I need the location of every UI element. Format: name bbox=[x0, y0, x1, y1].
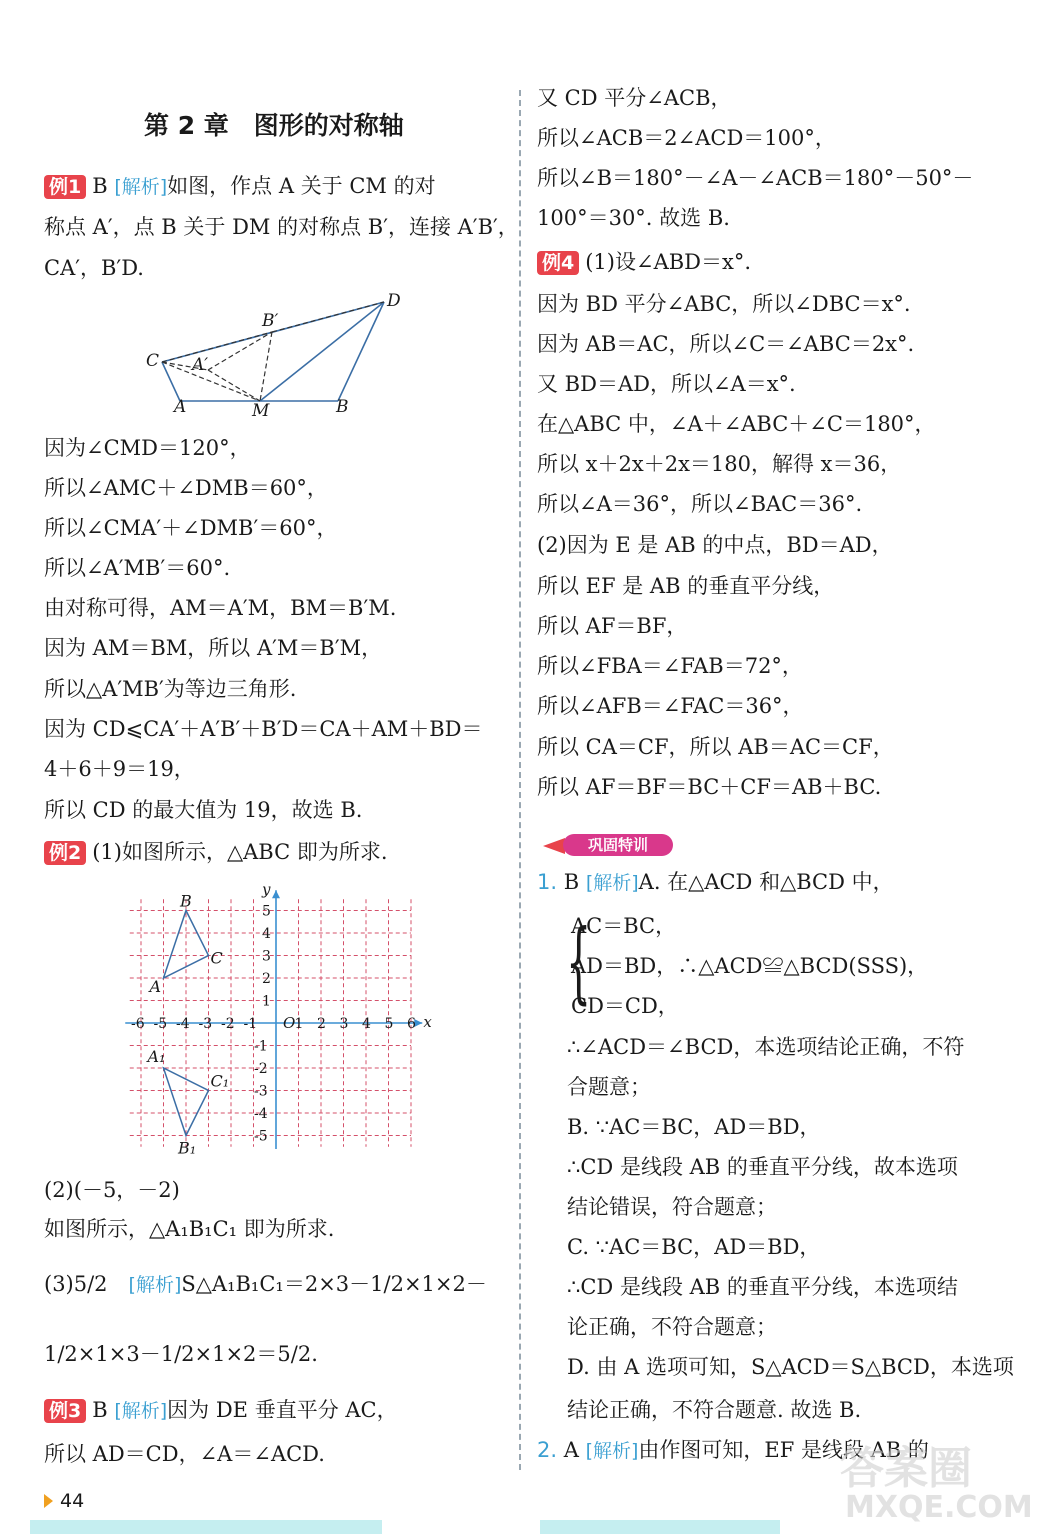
x-tick-label: -2 bbox=[221, 1016, 235, 1032]
text-line-r30 bbox=[567, 1313, 777, 1341]
analysis-label: [解析] bbox=[585, 872, 639, 894]
text-line-l6 bbox=[44, 514, 337, 542]
text-line-r26 bbox=[567, 1153, 958, 1181]
line-text: (2)(－5，－2) bbox=[44, 1178, 180, 1202]
chapter-title: 第 2 章 图形的对称轴 bbox=[144, 111, 404, 140]
label-A-prime: A′ bbox=[192, 355, 209, 375]
training-header bbox=[543, 832, 675, 856]
text-line-l12 bbox=[44, 755, 195, 783]
label-A: A bbox=[174, 397, 187, 417]
line-text: AD＝BD，∴△ACD≌△BCD(SSS)， bbox=[571, 954, 929, 978]
line-text: 因为 AB＝AC，所以∠C＝∠ABC＝2x°. bbox=[537, 332, 915, 356]
line-text: 所以 AD＝CD，∠A＝∠ACD. bbox=[44, 1442, 325, 1466]
label-C: C bbox=[210, 948, 223, 968]
label-B: B bbox=[336, 397, 349, 417]
footer-bar-left bbox=[30, 1520, 382, 1534]
line-text: (2)因为 E 是 AB 的中点，BD＝AD， bbox=[537, 533, 893, 557]
example-badge: 例3 bbox=[44, 1399, 86, 1423]
example-badge: 例1 bbox=[44, 175, 86, 199]
line-text: D. 由 A 选项可知，S△ACD＝S△BCD，本选项 bbox=[567, 1355, 1014, 1379]
line-text: ∴∠ACD＝∠BCD，本选项结论正确，不符 bbox=[567, 1035, 965, 1059]
line-text: 所以 EF 是 AB 的垂直平分线， bbox=[537, 574, 835, 598]
example-badge: 例4 bbox=[537, 251, 579, 275]
line-text: 所以∠AFB＝∠FAC＝36°， bbox=[537, 694, 804, 718]
text-line-l1 bbox=[44, 172, 436, 201]
figure-1-quadrilateral bbox=[140, 286, 420, 422]
line-text: CA′，B′D. bbox=[44, 256, 144, 280]
y-tick-label: 1 bbox=[262, 993, 271, 1010]
text-line-l8 bbox=[44, 594, 396, 622]
text-line-l11 bbox=[44, 715, 483, 743]
line-text: 如图，作点 A 关于 CM 的对 bbox=[167, 174, 436, 198]
text-line-l14 bbox=[44, 838, 388, 866]
text-line-r2 bbox=[537, 124, 836, 152]
line-text: 论正确，不符合题意； bbox=[567, 1315, 777, 1339]
text-line-r8 bbox=[537, 370, 796, 398]
line-text: ∴CD 是线段 AB 的垂直平分线，故本选项 bbox=[567, 1155, 958, 1179]
analysis-label: [解析] bbox=[585, 1440, 639, 1462]
answer-choice: B bbox=[563, 870, 586, 894]
text-line-r25 bbox=[567, 1113, 821, 1141]
answer-choice: B bbox=[92, 1398, 115, 1422]
line-text: 结论正确，不符合题意. 故选 B. bbox=[567, 1398, 862, 1422]
text-line-r15 bbox=[537, 652, 803, 680]
watermark-text: 答案圈 bbox=[840, 1443, 972, 1494]
answer-choice: B bbox=[92, 174, 115, 198]
text-line-r6 bbox=[537, 290, 911, 318]
x-tick-label: 4 bbox=[362, 1016, 371, 1032]
x-tick-label: 3 bbox=[339, 1016, 349, 1032]
segment-MD bbox=[260, 302, 384, 401]
line-text: (1)设∠ABD＝x°. bbox=[585, 250, 752, 274]
column-divider bbox=[519, 90, 521, 1470]
page-number: 44 bbox=[60, 1490, 85, 1512]
label-D: D bbox=[387, 291, 401, 311]
y-tick-label: -5 bbox=[254, 1128, 268, 1145]
text-line-l5 bbox=[44, 474, 328, 502]
text-line-r1 bbox=[537, 84, 732, 112]
segment-BD bbox=[338, 302, 384, 401]
y-tick-label: 2 bbox=[262, 971, 271, 987]
analysis-label: [解析] bbox=[128, 1274, 182, 1296]
line-text: 所以 AF＝BF， bbox=[537, 614, 688, 638]
left-brace-icon: { bbox=[566, 910, 592, 1013]
line-text: A. 在△ACD 和△BCD 中， bbox=[638, 870, 894, 894]
x-tick-label: 5 bbox=[384, 1016, 394, 1032]
line-text: (1)如图所示，△ABC 即为所求. bbox=[92, 840, 388, 864]
text-line-l7 bbox=[44, 554, 230, 582]
origin-label: O bbox=[283, 1014, 296, 1032]
text-line-r18 bbox=[537, 773, 881, 801]
y-tick-label: 5 bbox=[262, 903, 271, 920]
line-text: 因为 CD⩽CA′＋A′B′＋B′D＝CA＋AM＋BD＝ bbox=[44, 717, 483, 741]
label-B: B bbox=[180, 891, 192, 911]
line-text: 所以∠AMC＋∠DMB＝60°， bbox=[44, 476, 328, 500]
text-line-r19 bbox=[537, 868, 894, 897]
x-tick-label: -6 bbox=[131, 1016, 145, 1032]
line-text: 因为 BD 平分∠ABC，所以∠DBC＝x°. bbox=[537, 292, 911, 316]
line-text: 100°＝30°. 故选 B. bbox=[537, 206, 730, 230]
line-text: 因为∠CMD＝120°， bbox=[44, 436, 251, 460]
text-line-r12 bbox=[537, 531, 893, 559]
text-line-r31 bbox=[567, 1353, 1014, 1381]
line-text: 因为 DE 垂直平分 AC， bbox=[167, 1398, 398, 1422]
line-text: B. ∵AC＝BC，AD＝BD， bbox=[567, 1115, 821, 1139]
label-B-prime: B′ bbox=[262, 311, 279, 331]
text-line-l18 bbox=[44, 1340, 318, 1368]
question-number: 1. bbox=[537, 870, 564, 894]
line-text: 称点 A′，点 B 关于 DM 的对称点 B′，连接 A′B′， bbox=[44, 215, 519, 239]
x-tick-label: -1 bbox=[243, 1016, 258, 1032]
y-tick-label: -4 bbox=[254, 1106, 268, 1122]
y-tick-label: 4 bbox=[262, 926, 271, 942]
text-line-r14 bbox=[537, 612, 687, 640]
text-line-l15 bbox=[44, 1176, 180, 1204]
line-text: 所以∠CMA′＋∠DMB′＝60°， bbox=[44, 516, 338, 540]
x-tick-label: -4 bbox=[176, 1016, 190, 1032]
text-line-l20 bbox=[44, 1440, 325, 1468]
line-text: 所以△A′MB′为等边三角形. bbox=[44, 677, 297, 701]
label-M: M bbox=[252, 401, 270, 421]
line-text: C. ∵AC＝BC，AD＝BD， bbox=[567, 1235, 821, 1259]
line-text: 如图所示，△A₁B₁C₁ 即为所求. bbox=[44, 1217, 335, 1241]
line-text: 所以 x＋2x＋2x＝180，解得 x＝36， bbox=[537, 452, 902, 476]
label-B1: B₁ bbox=[178, 1138, 197, 1158]
text-line-r29 bbox=[567, 1273, 958, 1301]
x-tick-label: 2 bbox=[317, 1016, 326, 1032]
line-text: 所以 CA＝CF，所以 AB＝AC＝CF， bbox=[537, 735, 894, 759]
page-arrow-icon bbox=[44, 1494, 53, 1508]
text-line-l4 bbox=[44, 434, 251, 462]
line-text: 1/2×1×3－1/2×1×2＝5/2. bbox=[44, 1342, 318, 1366]
text-line-r28 bbox=[567, 1233, 820, 1261]
text-line-r4 bbox=[537, 204, 730, 232]
training-label: 巩固特训 bbox=[563, 834, 673, 856]
text-line-r27 bbox=[567, 1193, 777, 1221]
line-text: 所以 AF＝BF＝BC＋CF＝AB＋BC. bbox=[537, 775, 882, 799]
y-axis-arrow bbox=[272, 890, 280, 898]
line-text: 又 CD 平分∠ACB， bbox=[537, 86, 732, 110]
answer-choice: A bbox=[563, 1438, 586, 1462]
wing-icon bbox=[543, 838, 565, 854]
line-text: 所以∠A＝36°，所以∠BAC＝36°. bbox=[537, 492, 863, 516]
line-text: 又 BD＝AD，所以∠A＝x°. bbox=[537, 372, 796, 396]
text-line-l9 bbox=[44, 634, 382, 662]
line-text: 因为 AM＝BM，所以 A′M＝B′M， bbox=[44, 636, 383, 660]
example-badge: 例2 bbox=[44, 841, 86, 865]
text-line-r23 bbox=[567, 1033, 964, 1061]
text-line-r24 bbox=[567, 1073, 651, 1101]
text-line-l3 bbox=[44, 254, 144, 282]
text-line-r21 bbox=[571, 952, 928, 980]
label-C1: C₁ bbox=[210, 1071, 230, 1091]
line-text: 所以 CD 的最大值为 19，故选 B. bbox=[44, 798, 363, 822]
text-line-r16 bbox=[537, 692, 804, 720]
line-text: 合题意； bbox=[567, 1075, 651, 1099]
question-number: 2. bbox=[537, 1438, 564, 1462]
line-text: ∴CD 是线段 AB 的垂直平分线，本选项结 bbox=[567, 1275, 958, 1299]
line-text: 由对称可得，AM＝A′M，BM＝B′M. bbox=[44, 596, 397, 620]
x-tick-label: -5 bbox=[153, 1016, 168, 1032]
x-axis-label: x bbox=[423, 1013, 432, 1031]
label-C: C bbox=[146, 351, 160, 371]
line-text: 所以∠FBA＝∠FAB＝72°， bbox=[537, 654, 803, 678]
line-text: 所以∠ACB＝2∠ACD＝100°， bbox=[537, 126, 836, 150]
x-tick-label: -3 bbox=[198, 1016, 213, 1032]
text-line-r7 bbox=[537, 330, 914, 358]
y-tick-label: -2 bbox=[254, 1061, 268, 1077]
line-text: 所以∠B＝180°－∠A－∠ACB＝180°－50°－ bbox=[537, 166, 974, 190]
text-line-r11 bbox=[537, 490, 862, 518]
text-line-r5 bbox=[537, 248, 751, 276]
text-line-r3 bbox=[537, 164, 973, 192]
x-tick-label: 6 bbox=[407, 1016, 416, 1032]
footer-bar-right bbox=[540, 1520, 780, 1534]
y-axis-label: y bbox=[262, 880, 271, 899]
line-text: AC＝BC， bbox=[571, 914, 677, 938]
text-line-l10 bbox=[44, 675, 296, 703]
label-A: A bbox=[149, 977, 162, 996]
analysis-label: [解析] bbox=[114, 176, 168, 198]
analysis-label: [解析] bbox=[114, 1400, 168, 1422]
line-text: 所以∠A′MB′＝60°. bbox=[44, 556, 231, 580]
y-tick-label: -1 bbox=[254, 1038, 268, 1055]
line-text: 由作图可知，EF 是线段 AB 的 bbox=[638, 1438, 929, 1462]
line-text: 4＋6＋9＝19， bbox=[44, 757, 195, 781]
y-tick-label: -3 bbox=[254, 1083, 268, 1100]
x-tick-label: 1 bbox=[294, 1016, 304, 1032]
line-text: 结论错误，符合题意； bbox=[567, 1195, 777, 1219]
text-line-l16 bbox=[44, 1215, 334, 1243]
line-text: S△A₁B₁C₁＝2×3－1/2×1×2－ bbox=[181, 1272, 487, 1296]
text-line-r10 bbox=[537, 450, 901, 478]
text-line-l13 bbox=[44, 796, 362, 824]
figure-2-coordinate-grid bbox=[118, 880, 448, 1162]
y-tick-label: 3 bbox=[262, 948, 271, 965]
text-line-r17 bbox=[537, 733, 894, 761]
watermark-url: MXQE.COM bbox=[845, 1490, 1033, 1525]
text-line-l2 bbox=[44, 213, 519, 241]
answer-choice: (3)5/2 bbox=[44, 1272, 129, 1296]
text-line-r13 bbox=[537, 572, 834, 600]
line-text: 在△ABC 中，∠A＋∠ABC＋∠C＝180°， bbox=[537, 412, 936, 436]
text-line-r9 bbox=[537, 410, 936, 438]
label-A1: A₁ bbox=[147, 1047, 166, 1066]
text-line-l19 bbox=[44, 1396, 398, 1425]
text-line-l17 bbox=[44, 1270, 487, 1299]
text-line-r32 bbox=[567, 1396, 861, 1424]
line-text: CD＝CD， bbox=[571, 994, 679, 1018]
